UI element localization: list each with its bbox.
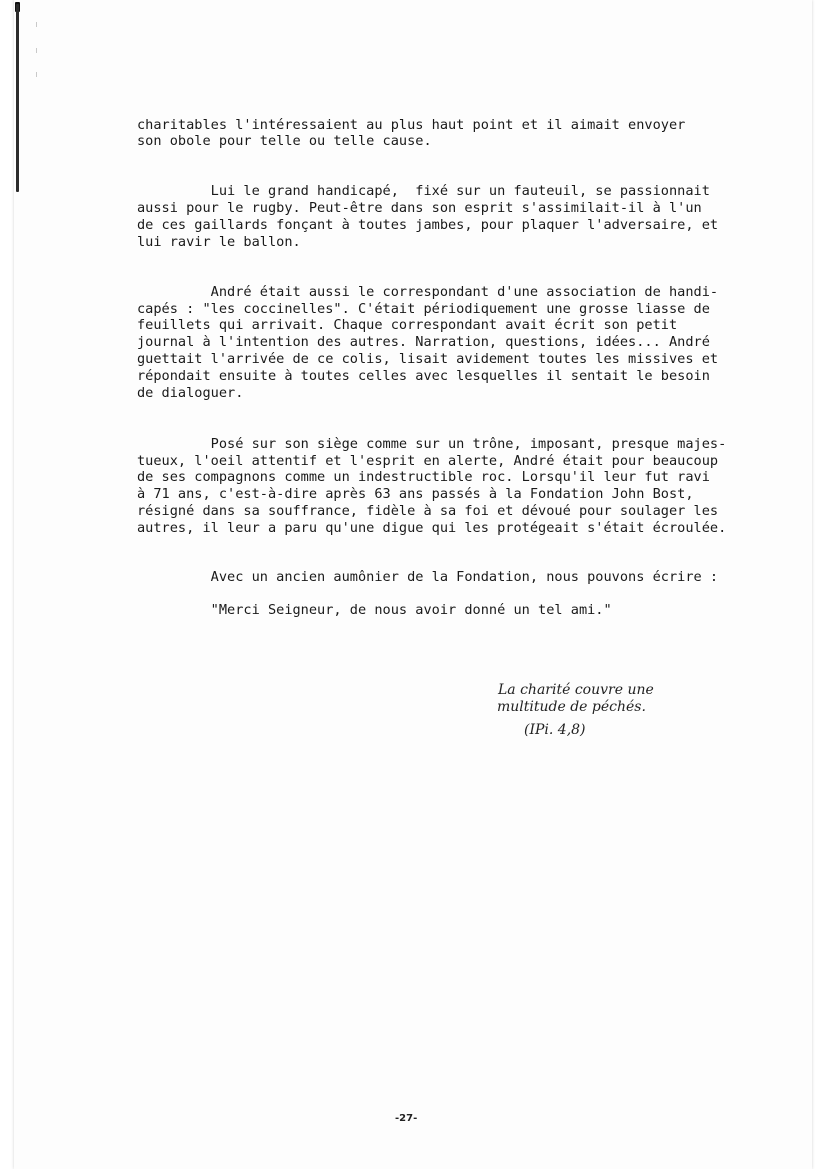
- text-line: à 71 ans, c'est-à-dire après 63 ans passés à la Fondation John Bost,: [137, 486, 694, 502]
- text-line: résigné dans sa souffrance, fidèle à sa foi et dévoué pour soulager les: [137, 503, 719, 519]
- text-line: son obole pour telle ou telle cause.: [137, 133, 432, 149]
- text-line: de dialoguer.: [137, 385, 244, 401]
- binding-mark: [16, 4, 19, 192]
- scan-speck: [36, 22, 37, 27]
- text-line: journal à l'intention des autres. Narration, questions, idées... André: [137, 334, 710, 350]
- text-line: charitables l'intéressaient au plus haut point et il aimait envoyer: [137, 117, 686, 133]
- text-line: guettait l'arrivée de ce colis, lisait avidement toutes les missives et: [137, 351, 719, 367]
- text-line: aussi pour le rugby. Peut-être dans son esprit s'assimilait-il à l'un: [137, 200, 702, 216]
- text-line: de ces gaillards fonçant à toutes jambes, pour plaquer l'adversaire, et: [137, 217, 719, 233]
- text-line: tueux, l'oeil attentif et l'esprit en alerte, André était pour beaucoup: [137, 453, 719, 469]
- text-line: feuillets qui arrivait. Chaque correspondant avait écrit son petit: [137, 317, 678, 333]
- text-line: André était aussi le correspondant d'une association de handi-: [137, 284, 719, 300]
- page-number: -27-: [395, 1113, 418, 1124]
- epigraph-line: La charité couvre une: [498, 682, 654, 698]
- text-line: capés : "les coccinelles". C'était périodiquement une grosse liasse de: [137, 301, 710, 317]
- text-line: autres, il leur a paru qu'une digue qui les protégeait s'était écroulée.: [137, 520, 727, 536]
- epigraph-reference: (IPi. 4,8): [524, 722, 586, 738]
- text-line: répondait ensuite à toutes celles avec lesquelles il sentait le besoin: [137, 368, 710, 384]
- text-line: Avec un ancien aumônier de la Fondation, nous pouvons écrire :: [137, 569, 719, 585]
- text-line: Posé sur son siège comme sur un trône, imposant, presque majes-: [137, 436, 727, 452]
- epigraph-line: multitude de péchés.: [497, 699, 646, 715]
- scan-speck: [36, 72, 37, 77]
- text-line: "Merci Seigneur, de nous avoir donné un tel ami.": [137, 602, 612, 618]
- text-line: de ses compagnons comme un indestructible roc. Lorsqu'il leur fut ravi: [137, 469, 710, 485]
- text-line: lui ravir le ballon.: [137, 234, 301, 250]
- text-line: Lui le grand handicapé, fixé sur un fauteuil, se passionnait: [137, 183, 710, 199]
- scan-speck: [36, 48, 37, 53]
